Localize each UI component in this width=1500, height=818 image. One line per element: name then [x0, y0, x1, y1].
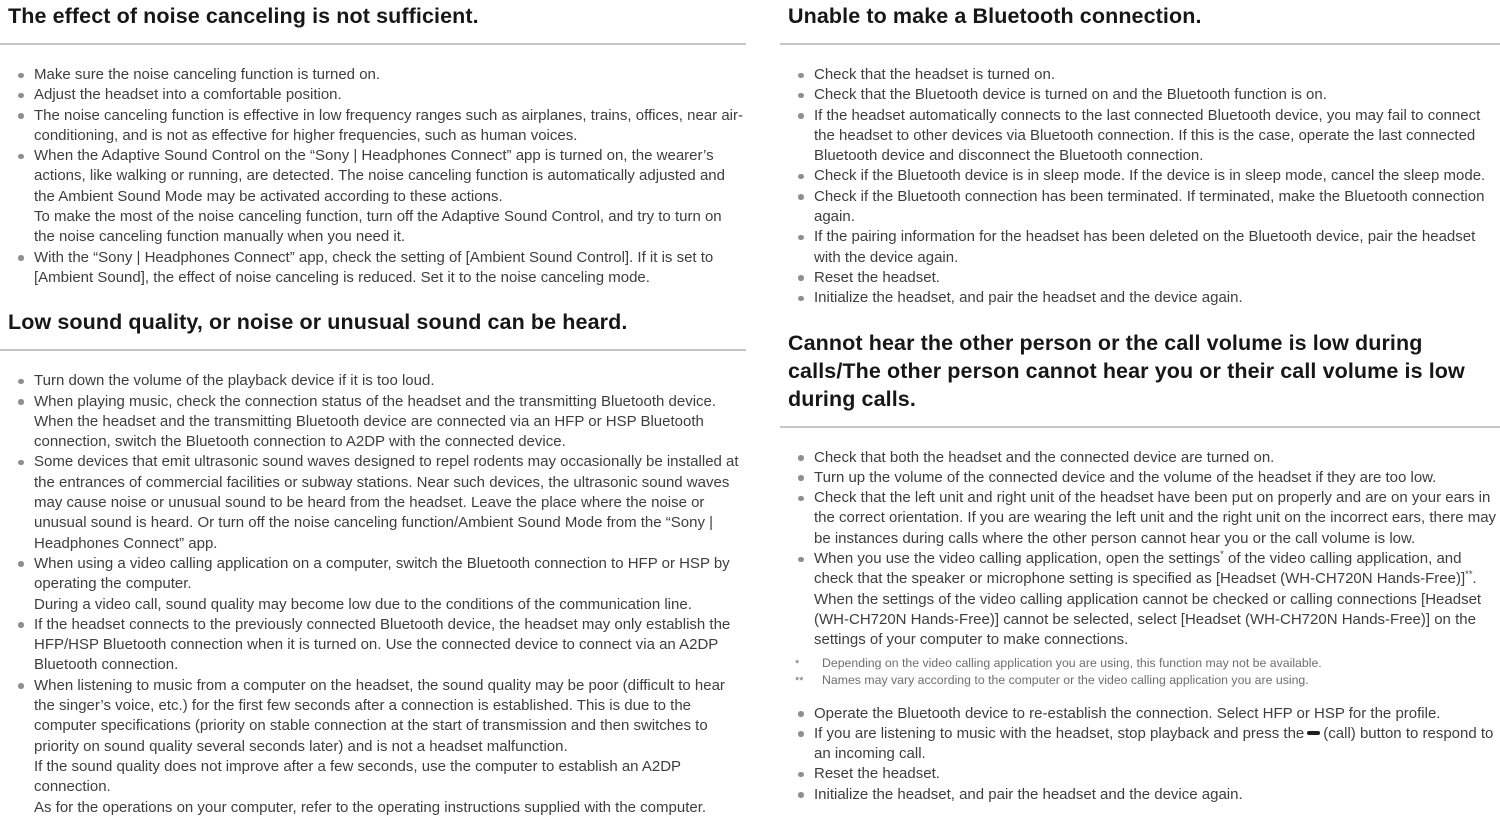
text-run: When you use the video calling application, open the settings	[814, 550, 1221, 568]
text-run: Operate the Bluetooth device to re-establish the connection. Select HFP or HSP for the profile.	[814, 704, 1441, 722]
item-paragraph	[814, 187, 1500, 228]
list-item	[788, 724, 1500, 765]
left-column	[0, 2, 746, 818]
list-item	[788, 227, 1500, 268]
text-run: Adjust the headset into a comfortable position.	[34, 86, 342, 104]
item-paragraph	[34, 248, 746, 289]
footnote-marker: **	[795, 675, 804, 688]
tips-list	[788, 65, 1500, 309]
item-paragraph	[34, 615, 746, 676]
list-item	[788, 106, 1500, 167]
list-item	[788, 764, 1500, 784]
text-run: Check if the Bluetooth device is in sleep mode. If the device is in sleep mode, cancel the sleep mode.	[814, 167, 1486, 185]
item-paragraph	[34, 106, 746, 147]
text-run: Reset the headset.	[814, 268, 940, 286]
list-item	[788, 448, 1500, 468]
item-paragraph	[34, 798, 746, 818]
list-item	[8, 248, 746, 289]
item-paragraph	[34, 452, 746, 553]
list-item	[8, 676, 746, 818]
item-paragraph	[814, 227, 1500, 268]
text-run: Make sure the noise canceling function is turned on.	[34, 66, 381, 83]
text-run: Check that the left unit and right unit of the headset have been put on properly and are on your ears in the correct orientation. If you are wearing the left unit and the right unit on the incorrect ears, there may be instances during calls where the other person cannot hear you or the call volume is low.	[814, 489, 1497, 547]
list-item	[8, 85, 746, 105]
footnote-text: Names may vary according to the computer or the video calling application you are using.	[822, 673, 1309, 688]
text-run: Turn down the volume of the playback device if it is too loud.	[34, 372, 435, 390]
section-title: Unable to make a Bluetooth connection.	[788, 4, 1202, 28]
footnote-marker-ref: **	[1465, 569, 1473, 581]
item-paragraph	[34, 371, 746, 391]
text-run: If you are listening to music with the headset, stop playback and press the	[814, 724, 1305, 742]
text-run: When playing music, check the connection status of the headset and the transmitting Bluetooth device. When the headset and the transmitting Bluetooth device are connected via an HFP or HSP Bluetooth connection, switch the Bluetooth connection to A2DP with the connected device.	[34, 392, 717, 451]
item-paragraph	[34, 146, 746, 207]
list-item	[8, 615, 746, 676]
text-run: (call) button to respond to an incoming call.	[814, 724, 1494, 763]
text-run: The noise canceling function is effective in low frequency ranges such as airplanes, trains, offices, near air-conditioning, and is not as effective for higher frequencies, such as human voices.	[34, 106, 743, 144]
text-run: When using a video calling application on a computer, switch the Bluetooth connection to HFP or HSP by operating the computer.	[34, 554, 730, 593]
list-item	[788, 166, 1500, 186]
list-item	[8, 106, 746, 147]
item-paragraph	[814, 724, 1500, 765]
call-button-icon	[1307, 731, 1320, 735]
item-paragraph	[34, 554, 746, 595]
text-run: If the headset connects to the previously connected Bluetooth device, the headset may only establish the HFP/HSP Bluetooth connection when it is turned on. Use the connected device to connect via an A2DP Bluetooth connection.	[34, 615, 731, 674]
section-divider	[780, 426, 1500, 428]
text-run: When the Adaptive Sound Control on the “Sony | Headphones Connect” app is turned on, the wearer’s actions, like walking or running, are detected. The noise canceling function is automatically adjusted and the Ambient Sound Mode may be activated according to these actions.	[34, 147, 725, 205]
item-paragraph	[814, 488, 1500, 549]
item-paragraph	[34, 85, 746, 105]
text-run: If the headset automatically connects to the last connected Bluetooth device, you may fail to connect the headset to other devices via Bluetooth connection. If this is the case, operate the last connected Bluetooth device and disconnect the Bluetooth connection.	[814, 106, 1481, 165]
list-item	[788, 468, 1500, 488]
item-paragraph	[34, 392, 746, 453]
text-run: Check that the headset is turned on.	[814, 66, 1055, 83]
item-paragraph	[814, 166, 1500, 186]
list-item	[8, 452, 746, 553]
text-run: When listening to music from a computer on the headset, the sound quality may be poor (difficult to hear the singer’s voice, etc.) for the first few seconds after a connection is established. This is due to the computer specifications (priority on stable connection at the start of transmission and then switches to priority on sound quality several seconds later) and is not a headset malfunction.	[34, 676, 725, 755]
item-paragraph	[34, 757, 746, 798]
item-paragraph	[814, 85, 1500, 105]
list-item	[788, 785, 1500, 805]
item-paragraph	[34, 207, 746, 248]
item-paragraph	[814, 288, 1500, 308]
list-item	[8, 392, 746, 453]
item-paragraph	[34, 65, 746, 85]
item-paragraph	[814, 468, 1500, 488]
faq-section	[780, 329, 1500, 805]
text-run: Turn up the volume of the connected device and the volume of the headset if they are too low.	[814, 468, 1437, 486]
item-paragraph	[34, 595, 746, 615]
text-run: Initialize the headset, and pair the headset and the device again.	[814, 785, 1243, 803]
text-run: With the “Sony | Headphones Connect” app, check the setting of [Ambient Sound Control]. If it is set to [Ambient Sound], the effect of noise canceling is reduced. Set it to the noise canceling mode.	[34, 248, 714, 286]
list-item	[8, 146, 746, 247]
faq-section	[0, 2, 746, 288]
text-run: Check if the Bluetooth connection has been terminated. If terminated, make the Bluetooth connection again.	[814, 187, 1485, 226]
item-paragraph	[814, 106, 1500, 167]
section-title: The effect of noise canceling is not sufficient.	[8, 4, 479, 28]
list-item	[788, 187, 1500, 228]
list-item	[788, 65, 1500, 85]
text-run: During a video call, sound quality may become low due to the conditions of the communication line.	[34, 595, 692, 613]
text-run: . When the settings of the video calling application cannot be checked or calling connections [Headset (WH-CH720N Hands-Free)] cannot be selected, select [Headset (WH-CH720N Hands-Free)] on the settings of your computer to make connections.	[814, 570, 1482, 649]
text-run: Check that the Bluetooth device is turned on and the Bluetooth function is on.	[814, 86, 1327, 104]
text-run: of the video calling application, and check that the speaker or microphone setting is specified as [Headset (WH-CH720N Hands-Free)]	[814, 550, 1466, 588]
text-run: If the sound quality does not improve after a few seconds, use the computer to establish an A2DP connection.	[34, 757, 681, 796]
footnote-marker-ref: *	[1220, 549, 1224, 561]
item-paragraph	[814, 764, 1500, 784]
section-title: Cannot hear the other person or the call volume is low during calls/The other person cannot hear you or their call volume is low during calls.	[788, 330, 1465, 411]
list-item	[788, 704, 1500, 724]
right-column	[780, 2, 1500, 818]
text-run: Some devices that emit ultrasonic sound waves designed to repel rodents may occasionally be installed at the entrances of commercial facilities or subway stations. Near such devices, the ultrasonic sound waves may cause noise or unusual sound to be heard from the headset. Leave the place where the noise or unusual sound is heard. Or turn off the noise canceling function/Ambient Sound Mode from the “Sony | Headphones Connect” app.	[34, 453, 739, 552]
list-item	[788, 268, 1500, 288]
list-item	[8, 554, 746, 615]
footnotes	[795, 655, 1500, 690]
list-item	[788, 288, 1500, 308]
footnote	[795, 672, 1500, 690]
text-run: As for the operations on your computer, refer to the operating instructions supplied with the computer.	[34, 798, 707, 816]
list-item	[8, 65, 746, 85]
text-run: Check that both the headset and the connected device are turned on.	[814, 448, 1275, 466]
tips-list	[8, 371, 746, 818]
list-item	[8, 371, 746, 391]
section-divider	[780, 43, 1500, 45]
section-divider	[0, 43, 746, 45]
text-run: Reset the headset.	[814, 765, 940, 783]
section-divider	[0, 349, 746, 351]
footnote-text: Depending on the video calling application you are using, this function may not be available.	[822, 655, 1322, 670]
item-paragraph	[814, 704, 1500, 724]
faq-section	[0, 308, 746, 818]
item-paragraph	[814, 549, 1500, 650]
item-paragraph	[34, 676, 746, 757]
text-run: If the pairing information for the headset has been deleted on the Bluetooth device, pair the headset with the device again.	[814, 228, 1476, 266]
item-paragraph	[814, 785, 1500, 805]
footnote	[795, 655, 1500, 673]
section-title: Low sound quality, or noise or unusual sound can be heard.	[8, 310, 628, 335]
item-paragraph	[814, 448, 1500, 468]
tips-list	[788, 448, 1500, 805]
list-item	[788, 549, 1500, 689]
text-run: Initialize the headset, and pair the headset and the device again.	[814, 289, 1243, 307]
footnote-marker: *	[795, 657, 800, 670]
item-paragraph	[814, 268, 1500, 288]
list-item	[788, 488, 1500, 549]
item-paragraph	[814, 65, 1500, 85]
list-item	[788, 85, 1500, 105]
faq-section	[780, 2, 1500, 309]
tips-list	[8, 65, 746, 288]
text-run: To make the most of the noise canceling function, turn off the Adaptive Sound Control, and try to turn on the noise canceling function manually when you need it.	[34, 208, 722, 246]
